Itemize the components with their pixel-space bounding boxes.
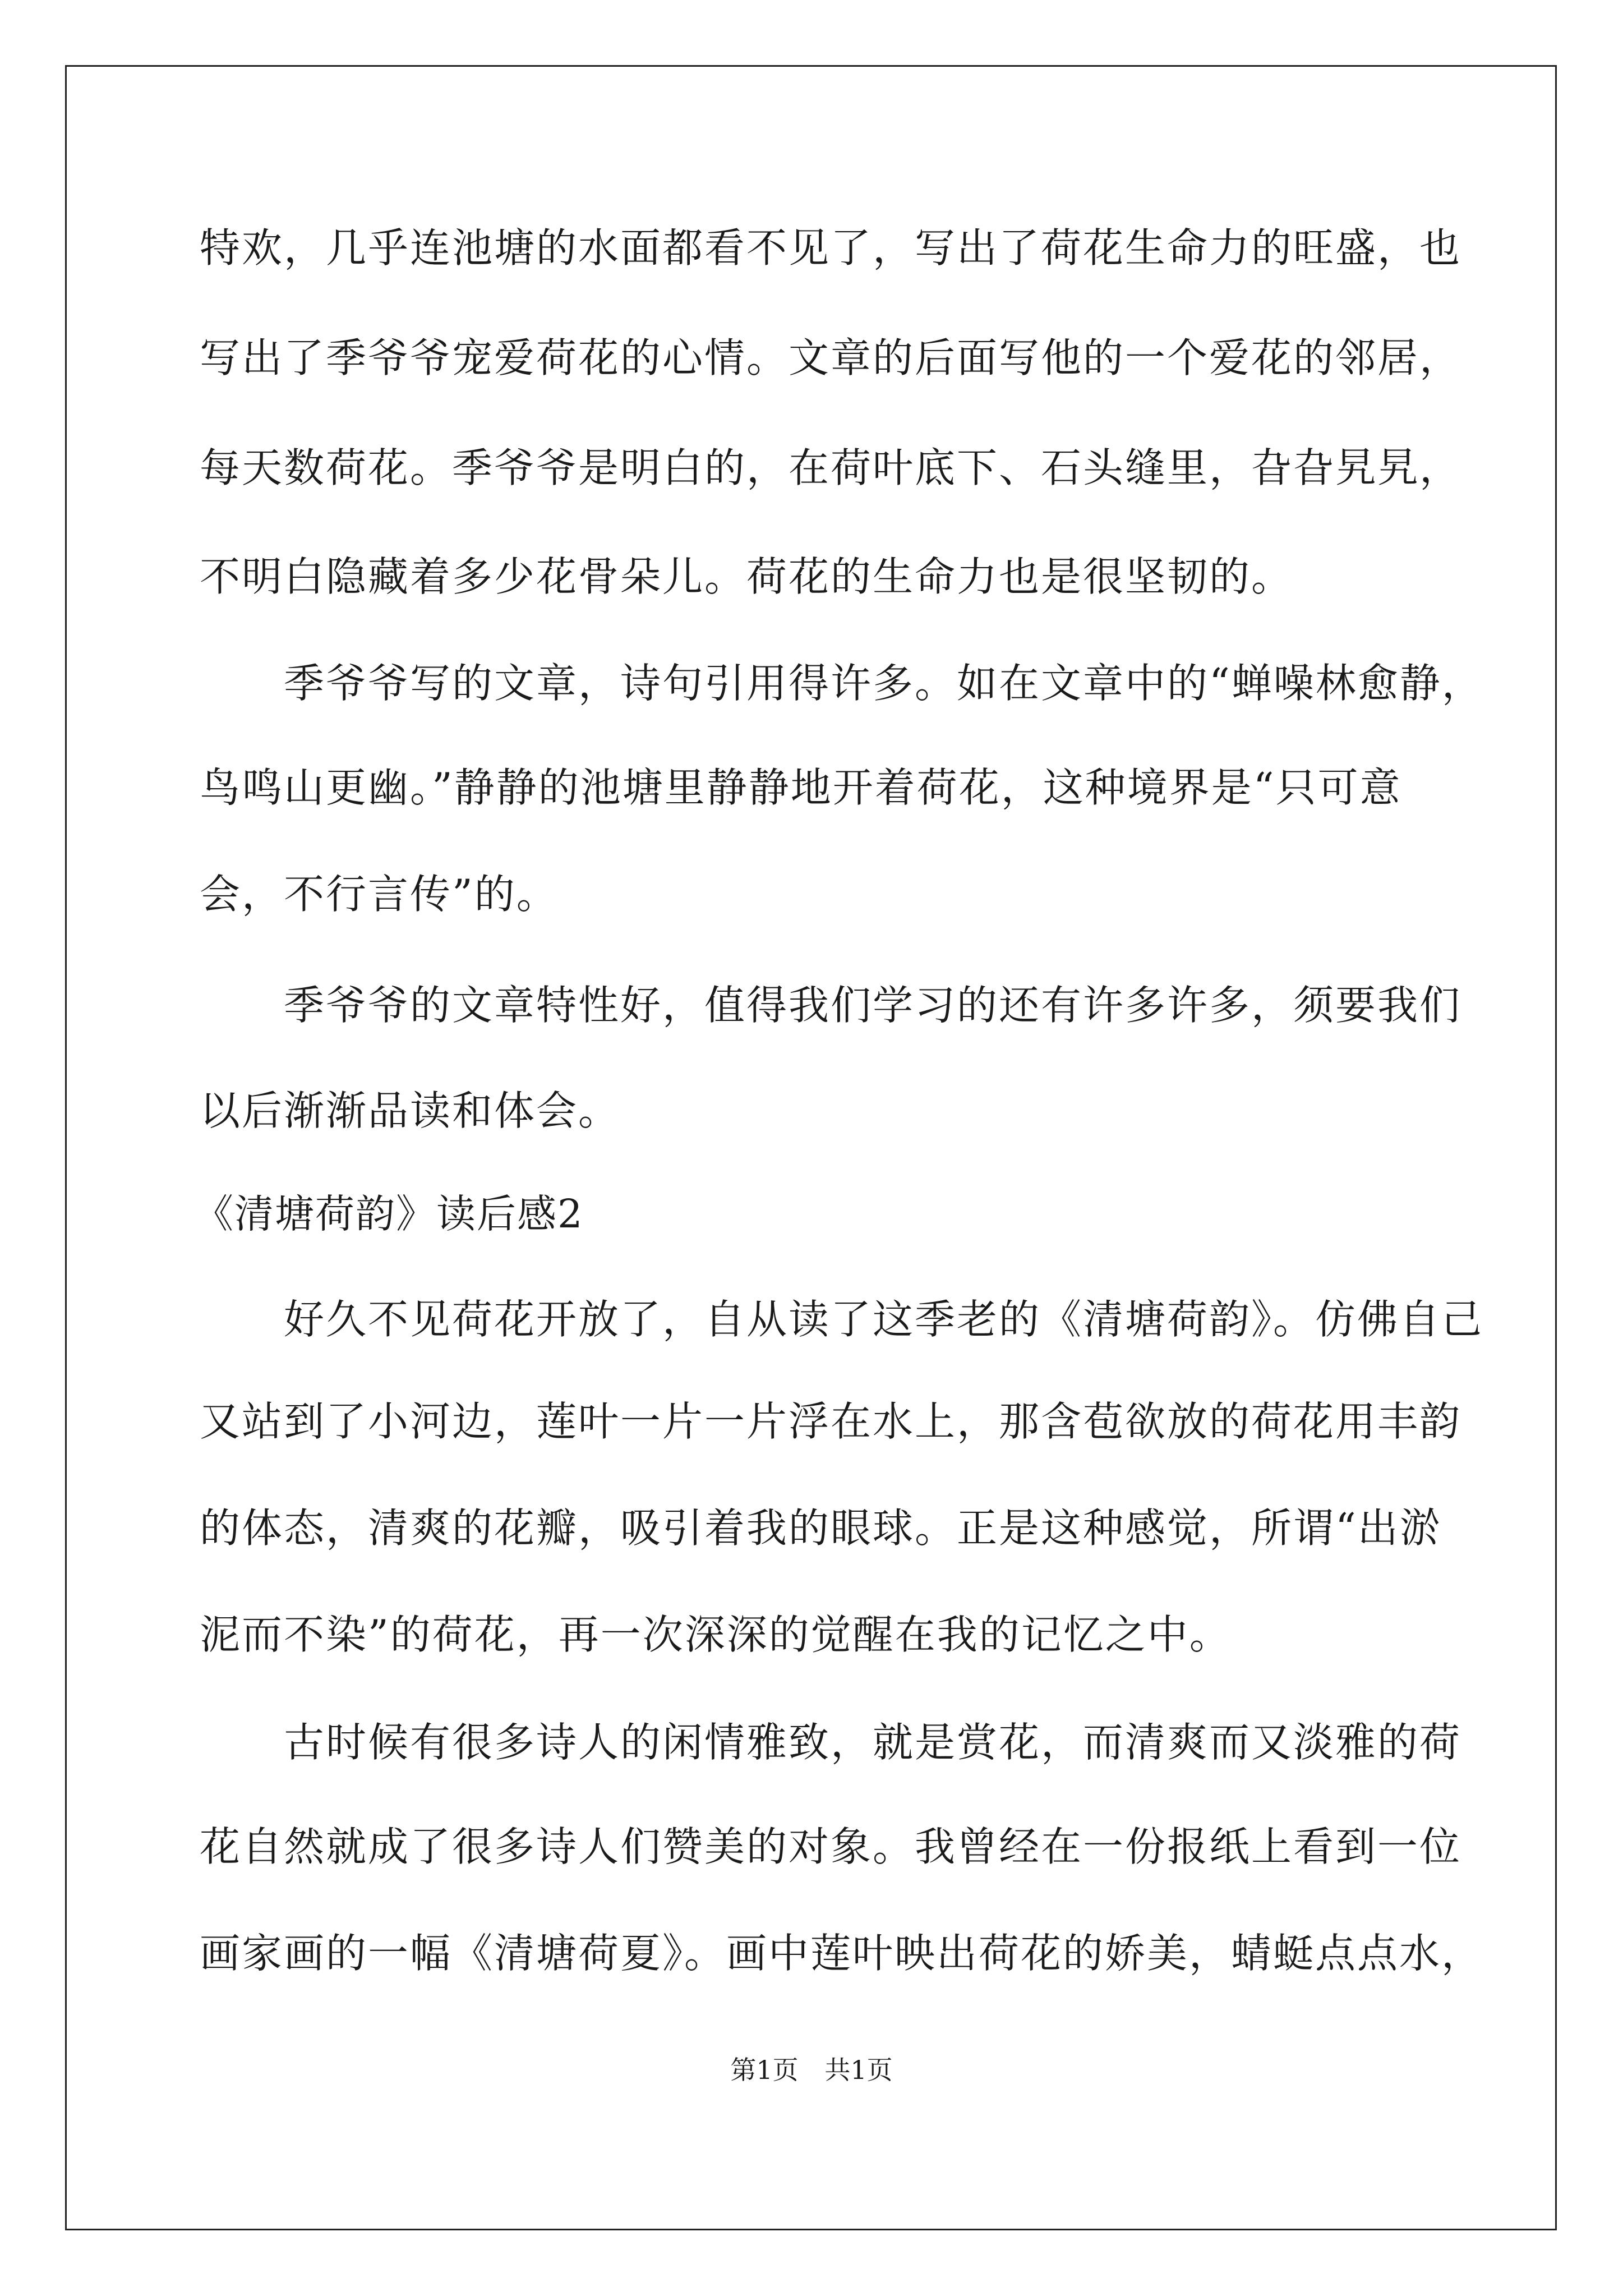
paragraph-line: 季爷爷写的文章，诗句引用得许多。如在文章中的“蝉噪林愈静，	[284, 660, 1484, 707]
paragraph-line: 好久不见荷花开放了，自从读了这季老的《清塘荷韵》。仿佛自己	[284, 1296, 1484, 1343]
paragraph-line: 季爷爷的文章特性好，值得我们学习的还有许多许多，须要我们	[284, 982, 1462, 1029]
paragraph-line: 不明白隐藏着多少花骨朵儿。荷花的生命力也是很坚韧的。	[200, 553, 1294, 600]
paragraph-line: 会，不行言传”的。	[200, 871, 559, 918]
paragraph-line: 特欢，几乎连池塘的水面都看不见了，写出了荷花生命力的旺盛，也	[200, 224, 1462, 272]
paragraph-line: 又站到了小河边，莲叶一片一片浮在水上，那含苞欲放的荷花用丰韵	[200, 1398, 1462, 1445]
paragraph-line: 以后渐渐品读和体会。	[200, 1087, 621, 1134]
paragraph-line: 画家画的一幅《清塘荷夏》。画中莲叶映出荷花的娇美，蜻蜓点点水，	[200, 1930, 1484, 1977]
page-border	[65, 65, 1557, 2230]
paragraph-line: 鸟鸣山更幽。”静静的池塘里静静地开着荷花，这种境界是“只可意	[200, 764, 1402, 811]
section-heading: 《清塘荷韵》读后感2	[194, 1191, 584, 1237]
page-footer	[0, 2053, 1623, 2087]
paragraph-line: 泥而不染”的荷花，再一次深深的觉醒在我的记忆之中。	[200, 1611, 1232, 1658]
paragraph-line: 的体态，清爽的花瓣，吸引着我的眼球。正是这种感觉，所谓“出淤	[200, 1504, 1442, 1552]
paragraph-line: 每天数荷花。季爷爷是明白的，在荷叶底下、石头缝里，旮旮旯旯，	[200, 444, 1462, 491]
page-number: 第1页	[730, 2055, 799, 2085]
paragraph-line: 古时候有很多诗人的闲情雅致，就是赏花，而清爽而又淡雅的荷	[284, 1719, 1462, 1766]
paragraph-line: 花自然就成了很多诗人们赞美的对象。我曾经在一份报纸上看到一位	[200, 1823, 1462, 1870]
paragraph-line: 写出了季爷爷宠爱荷花的心情。文章的后面写他的一个爱花的邻居，	[200, 334, 1462, 381]
page-total: 共1页	[824, 2055, 893, 2085]
